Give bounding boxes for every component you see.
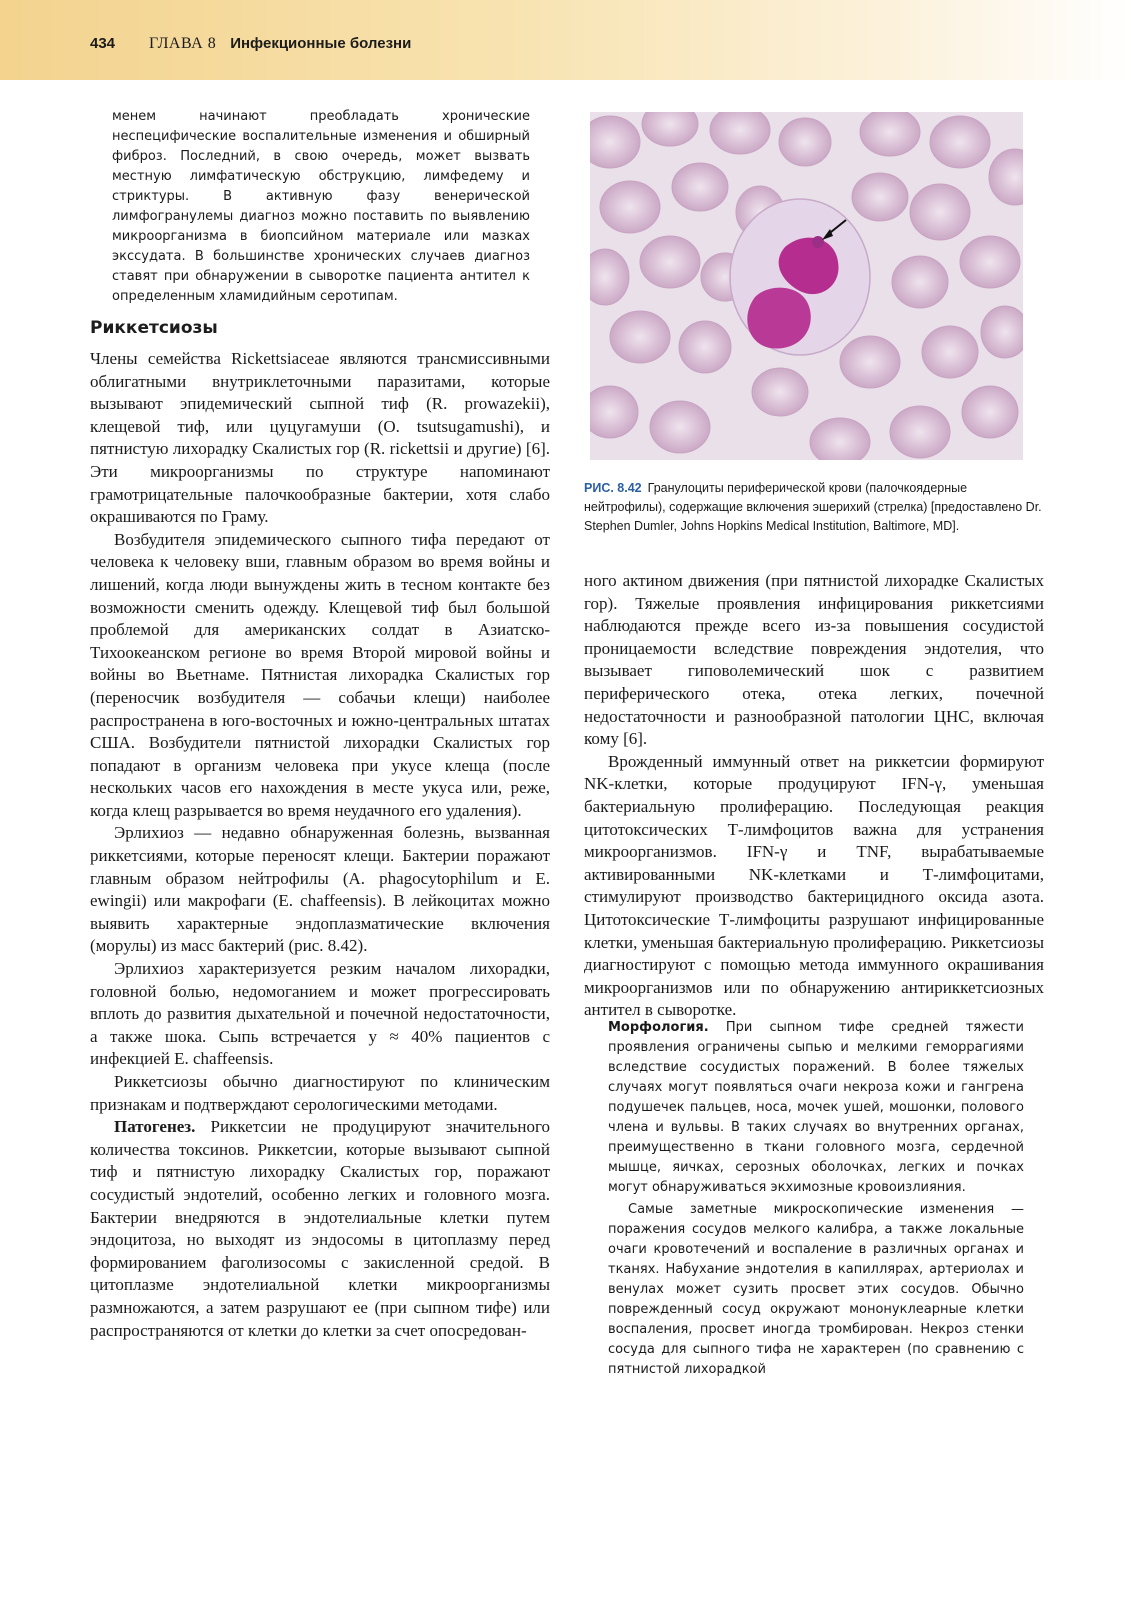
figure-caption-text: Гранулоциты периферической крови (палочкоядерные нейтрофилы), содержащие включения эшерихий (стрелка) [предоставлено Dr. Stephen Dumler, Johns Hopkins Medical Institution, Baltimore, MD]. [584, 481, 1042, 533]
paragraph-ehrlichiosis-symptoms: Эрлихиоз характеризуется резким началом лихорадки, головной болью, недомоганием и может прогрессировать вплоть до развития дыхательной и почечной недостаточности, а также шока. Сыпь встречается у ≈ 40% пациентов с инфекцией E. chaffeensis. [90, 959, 550, 1069]
morphology-second-paragraph: Самые заметные микроскопические изменения — поражения сосудов мелкого калибра, а также локальные очаги кровотечений и воспаление в различных органах и тканях. Набухание эндотелия в капиллярах, артериолах и венулах может сузить просвет этих сосудов. Обычно поврежденный сосуд окружают мононуклеарные клетки воспаления, просвет иногда тромбирован. Некроз стенки сосуда для сыпного тифа не характерен (по сравнению с пятнистой лихорадкой [608, 1202, 1024, 1377]
section-heading: Риккетсиозы [90, 318, 218, 338]
paragraph-immune-response: Врожденный иммунный ответ на риккетсии формируют NK-клетки, которые продуцируют IFN-γ, уменьшая бактериальную пролиферацию. Последующая реакция цитотоксических Т-лимфоцитов важна для устранения микроорганизмов. IFN-γ и TNF, вырабатываемые активированными NK-клетками и Т-лимфоцитами, стимулируют производство бактерицидного оксида азота. Цитотоксические Т-лимфоциты разрушают инфицированные клетки, уменьшая бактериальную пролиферацию. Риккетсиозы диагностируют с помощью метода иммунного окрашивания микроорганизмов или по обнаружению антириккетсиозных антител в сыворотке. [584, 751, 1044, 1020]
paragraph-pathogenesis [90, 1116, 550, 1342]
chapter-title: Инфекционные болезни [230, 35, 412, 52]
figure-caption [584, 479, 1044, 536]
running-header [90, 35, 411, 53]
intro-paragraph [112, 107, 530, 307]
morphology-lead: Морфология. [608, 1020, 709, 1035]
right-column-body [584, 570, 1044, 1022]
intro-text: менем начинают преобладать хронические неспецифические воспалительные изменения и обширный фиброз. Последний, в свою очередь, может вызвать местную лимфатическую обструкцию, лимфедему и стриктуры. В активную фазу венерической лимфогранулемы диагноз можно поставить по выявлению микроорганизма в биопсийном материале или мазках экссудата. В большинстве хронических случаев диагноз ставят при обнаружении в сыворотке пациента антител к определенным хламидийным серотипам. [112, 109, 530, 304]
blood-smear-micrograph [590, 112, 1023, 460]
chapter-label: ГЛАВА 8 [149, 35, 217, 52]
pathogenesis-lead: Патогенез. [114, 1117, 196, 1137]
page-number: 434 [90, 35, 116, 52]
figure-label: РИС. 8.42 [584, 481, 642, 495]
micrograph-illustration [590, 112, 1023, 460]
morphology-paragraph [608, 1018, 1024, 1198]
paragraph-rickettsiaceae: Члены семейства Rickettsiaceae являются трансмиссивными облигатными внутриклеточными паразитами, которые вызывают эпидемический сыпной тиф (R. prowazekii), клещевой тиф, или цуцугамуши (O. tsutsugamushi), и пятнистую лихорадку Скалистых гор (R. rickettsii и другие) [6]. Эти микроорганизмы по структуре напоминают грамотрицательные палочкообразные бактерии, хотя слабо окрашиваются по Граму. [90, 349, 550, 527]
paragraph-continuation: ного актином движения (при пятнистой лихорадке Скалистых гор). Тяжелые проявления инфицирования риккетсиями наблюдаются прежде всего из-за повышения сосудистой проницаемости вследствие повреждения эндотелия, что вызывает гиповолемический шок с развитием периферического отека, отека легких, почечной недостаточности и разнообразной патологии ЦНС, включая кому [6]. [584, 571, 1044, 749]
morphology-box [608, 1018, 1024, 1380]
left-column-body [90, 348, 550, 1342]
morphology-text: При сыпном тифе средней тяжести проявления ограничены сыпью и мелкими геморрагиями вследствие сосудистых поражений. В более тяжелых случаях могут появляться очаги некроза кожи и гангрена подушечек пальцев, носа, мочек ушей, мошонки, полового члена и вульвы. В таких случаях во внутренних органах, преимущественно в ткани головного мозга, сердечной мышце, яичках, серозных оболочках, легких и почках могут обнаруживаться экхимозные кровоизлияния. [608, 1020, 1024, 1195]
paragraph-diagnosis: Риккетсиозы обычно диагностируют по клиническим признакам и подтверждают серологическими методами. [90, 1072, 550, 1114]
pathogenesis-text: Риккетсии не продуцируют значительного количества токсинов. Риккетсии, которые вызывают сыпной тиф и пятнистую лихорадку Скалистых гор, поражают сосудистый эндотелий, особенно легких и головного мозга. Бактерии внедряются в эндотелиальные клетки путем эндоцитоза, но выходят из эндосомы в цитоплазму перед формированием фаголизосомы с закисленной средой. В цитоплазме эндотелиальной клетки микроорганизмы размножаются, а затем разрушают ее (при сыпном тифе) или распространяются от клетки до клетки за счет опосредован- [90, 1117, 550, 1340]
paragraph-typhus-transmission: Возбудителя эпидемического сыпного тифа передают от человека к человеку вши, главным образом во время войны и лишений, когда люди вынуждены жить в тесном контакте без возможности сменить одежду. Клещевой тиф был большой проблемой для американских солдат в Азиатско-Тихоокеанском регионе во время Второй мировой войны и войны во Вьетнаме. Пятнистая лихорадка Скалистых гор (переносчик возбудителя — собачьи клещи) наиболее распространена в юго-восточных и южно-центральных штатах США. Возбудители пятнистой лихорадки Скалистых гор попадают в организм человека при укусе клеща (после нескольких часов его нахождения в месте укуса или, реже, когда клещ разрывается во время неудачного его удаления). [90, 529, 550, 820]
paragraph-ehrlichiosis: Эрлихиоз — недавно обнаруженная болезнь, вызванная риккетсиями, которые переносят клещи. Бактерии поражают главным образом нейтрофилы (A. phagocytophilum и E. ewingii) или макрофаги (E. chaffeensis). В лейкоцитах можно выявить характерные эндоплазматические включения (морулы) из масс бактерий (рис. 8.42). [90, 823, 550, 956]
